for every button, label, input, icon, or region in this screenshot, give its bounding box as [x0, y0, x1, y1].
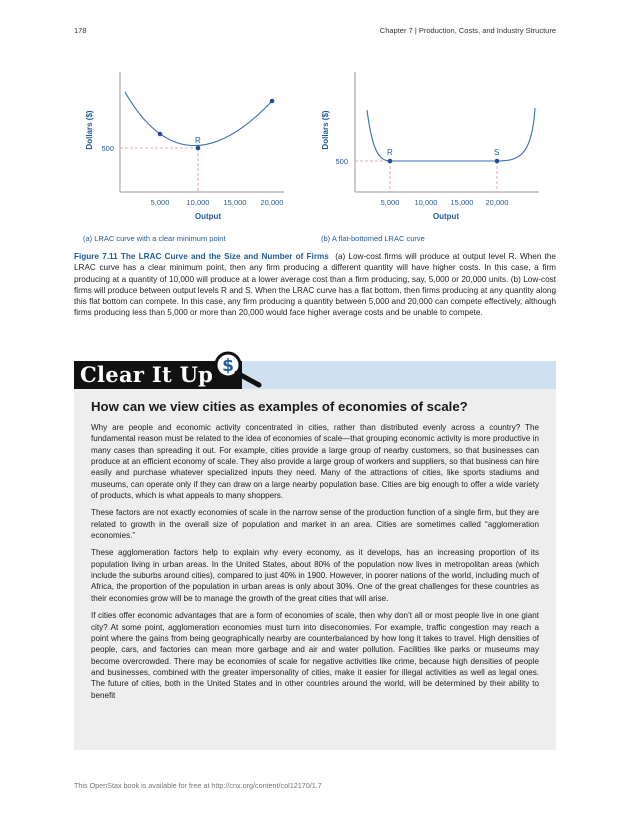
- chart-a-xtick-5000: 5,000: [150, 198, 170, 207]
- chart-a-xlabel: Output: [194, 212, 222, 221]
- chart-a-xtick-15000: 15,000: [223, 198, 247, 207]
- chart-b-point-r: [388, 159, 393, 164]
- figure-caption-text: (a) Low-cost firms will produce at output level R. When the LRAC curve has a clear minimum point, then any firm producing a different quantity will have higher costs. In this case, a firm producing at a quantity of 10,000 will produce at a lower average cost than a firm producing, say, 5,000 or 20,000 units. (b) Low-cost firms will produce between output levels R and S. When the LRAC curve has a flat bottom, then firms producing at any quantity along this flat bottom can compete. In this case, any firm producing a quantity between 5,000 and 20,000 can compete effectively, although firms producing less than 5,000 or more than 20,000 would face higher average costs and be unable to compete.: [74, 252, 556, 318]
- figure-caption: [74, 251, 556, 319]
- magnifier-dollar-icon: [213, 350, 265, 390]
- chart-a: [74, 60, 304, 228]
- dollar-glyph: $: [222, 356, 234, 376]
- chart-b-point-s: [495, 159, 500, 164]
- paragraph-1: Why are people and economic activity concentrated in cities, rather than distributed evenly across a country? The fundamental reason must be related to the idea of economies of scale—that grouping economic activity is more productive in many cases than spreading it out. For example, cities provide a large group of nearby customers, so that businesses can produce at an efficient economy of scale. They also provide a large group of workers and suppliers, so that business can hire easily and purchase whatever specialized inputs they need. Many of the attractions of cities, like sports stadiums and museums, can operate only if they can draw on a large nearby population base. Cities are big enough to offer a wide variety of products, which is what appeals to many shoppers.: [91, 423, 539, 501]
- chart-a-point-20000: [270, 99, 275, 104]
- figure-caption-label: Figure 7.11 The LRAC Curve and the Size and Number of Firms: [74, 252, 329, 261]
- paragraph-2: These factors are not exactly economies of scale in the narrow sense of the production function of a single firm, but they are related to growth in the overall size of population and market in an area. Cities are sometimes called “agglomeration economies.”: [91, 508, 539, 541]
- chart-a-label-r: R: [195, 136, 201, 145]
- chart-b-caption: (b) A flat-bottomed LRAC curve: [321, 234, 425, 243]
- chart-a-ylabel: Dollars ($): [85, 110, 94, 150]
- chapter-header: Chapter 7 | Production, Costs, and Industry Structure: [379, 26, 556, 35]
- chart-a-ytick-500: 500: [101, 144, 114, 153]
- chart-a-point-r: [196, 146, 201, 151]
- paragraph-4: If cities offer economic advantages that are a form of economies of scale, then why don’t all or most people live in one giant city? At some point, agglomeration economies must turn into diseconomies. For example, traffic congestion may reach a point where the gains from being geographically nearby are counterbalanced by how long it takes to travel. High densities of people, cars, and factories can mean more garbage and air and water pollution. Facilities like parks or museums may become overcrowded. There may be economies of scale for negative activities like crime, because high densities of people and businesses, combined with the greater impersonality of cities, make it easier for illegal activities as well as legal ones. The future of cities, both in the United States and in other countries around the world, will be determined by their ability to benefit: [91, 611, 539, 700]
- clear-it-up-title: Clear It Up: [80, 362, 214, 387]
- paragraph-3: These agglomeration factors help to explain why every economy, as it develops, has an increasing proportion of its population living in urban areas. In the United States, about 80% of the population now lives in metropolitan areas (which include the suburbs around cities), compared to just 40% in 1900. However, in poorer nations of the world, including much of Africa, the proportion of the population in urban areas is only about 30%. One of the great challenges for these countries as their economies grow will be to manage the growth of the great cities that will arise.: [91, 548, 539, 603]
- page-number: 178: [74, 26, 87, 35]
- chart-b-ytick-500: 500: [335, 157, 348, 166]
- footer-note: This OpenStax book is available for free at http://cnx.org/content/col12170/1.7: [74, 781, 322, 790]
- chart-b-xtick-15000: 15,000: [450, 198, 474, 207]
- chart-b-xtick-5000: 5,000: [380, 198, 400, 207]
- clear-it-up-question: How can we view cities as examples of economies of scale?: [91, 399, 468, 414]
- chart-b-label-r: R: [387, 148, 393, 157]
- chart-b-xlabel: Output: [432, 212, 460, 221]
- chart-b-xtick-20000: 20,000: [485, 198, 509, 207]
- chart-a-point-5000: [158, 132, 163, 137]
- clear-it-up-box: [74, 389, 556, 750]
- chart-b-label-s: S: [494, 148, 500, 157]
- clear-it-up-body: [91, 422, 539, 707]
- chart-a-caption: (a) LRAC curve with a clear minimum point: [83, 234, 226, 243]
- chart-a-xtick-20000: 20,000: [260, 198, 284, 207]
- chart-b-xtick-10000: 10,000: [414, 198, 438, 207]
- chart-b-ylabel: Dollars ($): [321, 110, 330, 150]
- chart-b: [314, 60, 544, 228]
- chart-a-xtick-10000: 10,000: [186, 198, 210, 207]
